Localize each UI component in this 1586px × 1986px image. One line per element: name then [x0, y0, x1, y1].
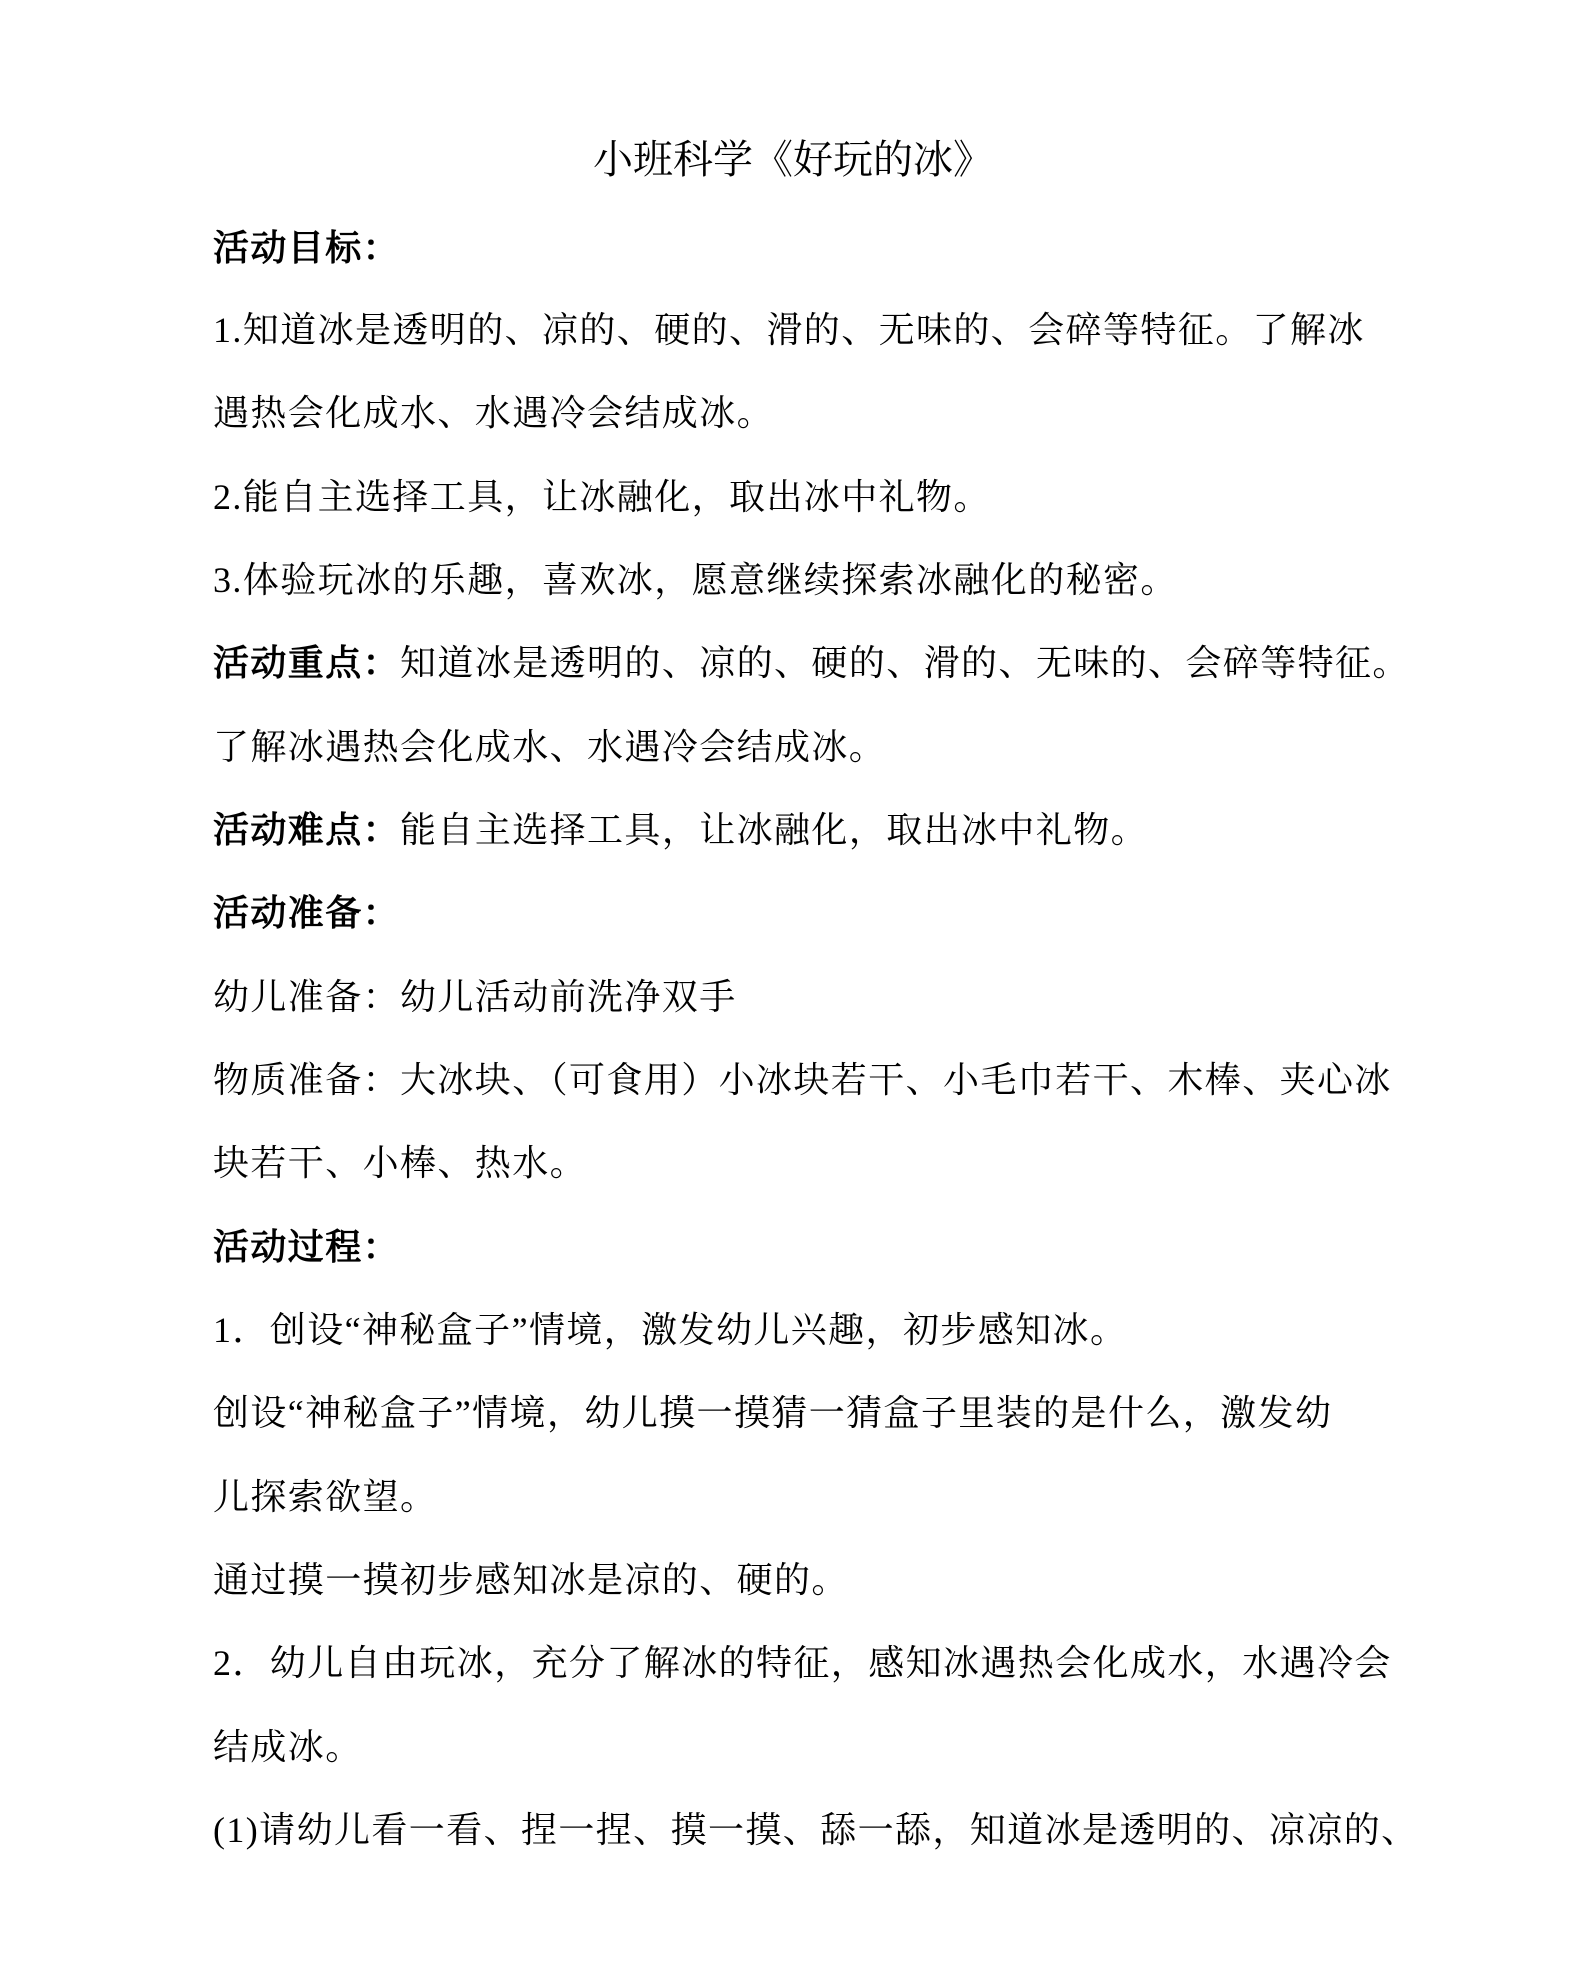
key-point-text-continued: 了解冰遇热会化成水、水遇冷会结成冰。: [213, 727, 887, 767]
process-line: 通过摸一摸初步感知冰是凉的、硬的。: [213, 1560, 849, 1600]
process-line: 创设“神秘盒子”情境，幼儿摸一摸猜一猜盒子里装的是什么，激发幼: [213, 1393, 1333, 1433]
process-line: 结成冰。: [213, 1727, 363, 1767]
section-heading-goals: 活动目标：: [213, 228, 401, 268]
preparation-line: 幼儿准备：幼儿活动前洗净双手: [213, 977, 737, 1017]
difficulty-label: 活动难点：: [213, 810, 401, 850]
goal-line: 3.体验玩冰的乐趣，喜欢冰，愿意继续探索冰融化的秘密。: [213, 560, 1178, 600]
key-point-paragraph: [213, 641, 1410, 685]
process-line: 儿探索欲望。: [213, 1477, 438, 1517]
difficulty-text: 能自主选择工具，让冰融化，取出冰中礼物。: [400, 810, 1149, 850]
section-heading-preparation: 活动准备：: [213, 893, 401, 933]
key-point-text: 知道冰是透明的、凉的、硬的、滑的、无味的、会碎等特征。: [400, 643, 1410, 683]
preparation-line: 物质准备：大冰块、（可食用）小冰块若干、小毛巾若干、木棒、夹心冰: [213, 1060, 1392, 1100]
goal-line: 遇热会化成水、水遇冷会结成冰。: [213, 393, 775, 433]
process-line: 2．幼儿自由玩冰，充分了解冰的特征，感知冰遇热会化成水，水遇冷会: [213, 1643, 1392, 1683]
key-point-label: 活动重点：: [213, 643, 401, 683]
process-line: (1)请幼儿看一看、捏一捏、摸一摸、舔一舔，知道冰是透明的、凉凉的、: [213, 1810, 1419, 1850]
goal-line: 2.能自主选择工具，让冰融化，取出冰中礼物。: [213, 477, 991, 517]
process-line: 1．创设“神秘盒子”情境，激发幼儿兴趣，初步感知冰。: [213, 1310, 1128, 1350]
document-title: 小班科学《好玩的冰》: [593, 137, 993, 182]
goal-line: 1.知道冰是透明的、凉的、硬的、滑的、无味的、会碎等特征。了解冰: [213, 310, 1365, 350]
preparation-line: 块若干、小棒、热水。: [213, 1143, 588, 1183]
section-heading-process: 活动过程：: [213, 1227, 401, 1267]
difficulty-paragraph: [213, 808, 1148, 852]
